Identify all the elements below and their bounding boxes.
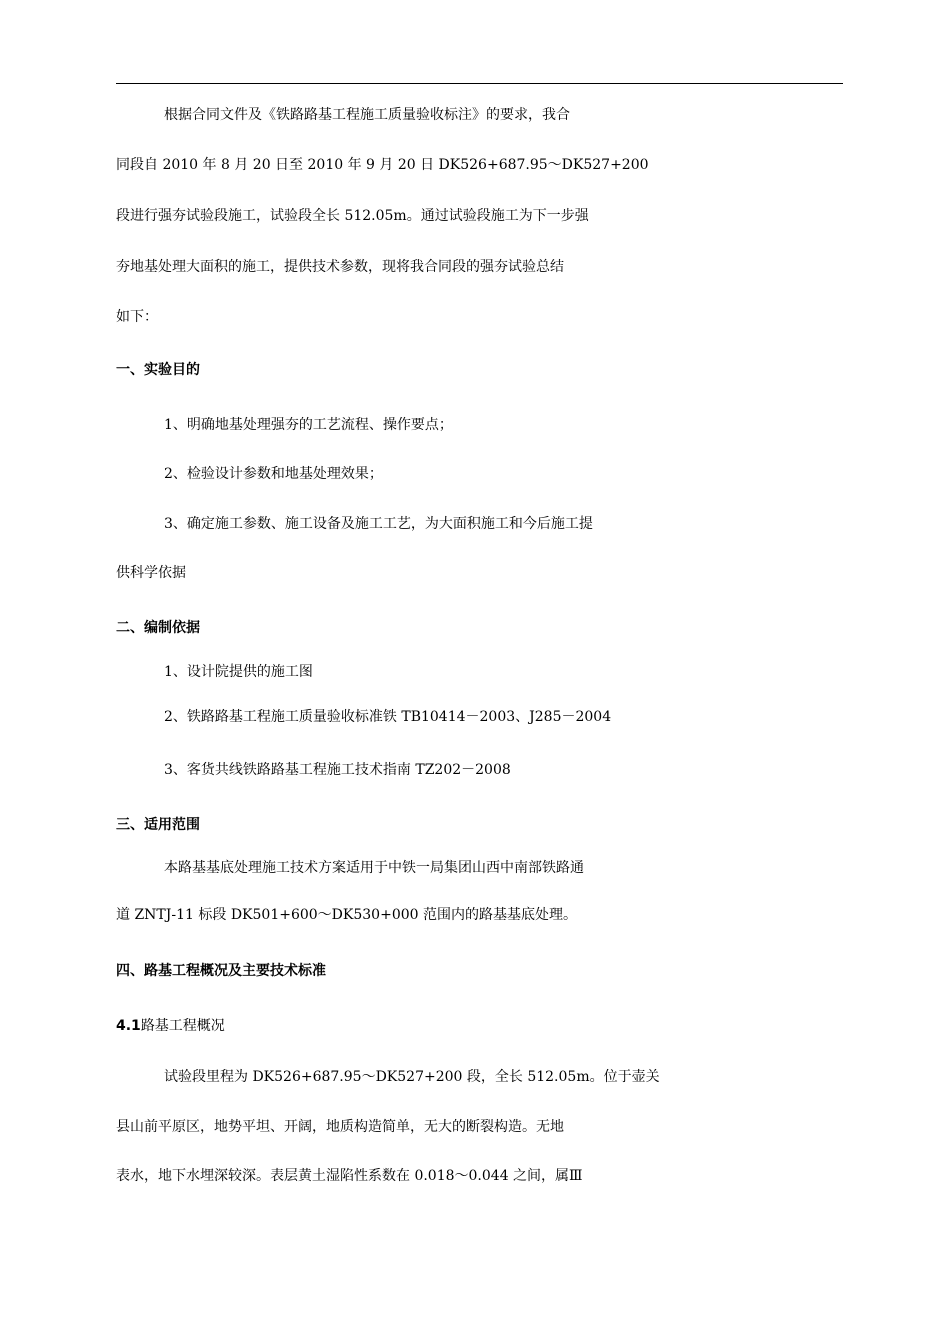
section-3-para-line-1: 本路基基底处理施工技术方案适用于中铁一局集团山西中南部铁路通	[164, 860, 584, 876]
intro-line-2: 同段自 2010 年 8 月 20 日至 2010 年 9 月 20 日 DK526+687.95～DK527+200	[116, 157, 649, 173]
intro-line-4: 夯地基处理大面积的施工，提供技术参数，现将我合同段的强夯试验总结	[116, 259, 564, 275]
section-1-item-1: 1、明确地基处理强夯的工艺流程、操作要点；	[164, 417, 453, 433]
intro-line-1: 根据合同文件及《铁路路基工程施工质量验收标注》的要求，我合	[164, 107, 570, 123]
section-4-para-line-1: 试验段里程为 DK526+687.95～DK527+200 段，全长 512.05m。位于壶关	[164, 1069, 660, 1085]
section-2-item-2: 2、铁路路基工程施工质量验收标准铁 TB10414－2003、J285－2004	[164, 709, 612, 725]
section-1-item-3-cont: 供科学依据	[116, 565, 186, 581]
intro-line-5: 如下：	[116, 309, 158, 325]
section-4-1-title: 路基工程概况	[140, 1018, 225, 1034]
section-1-item-3: 3、确定施工参数、施工设备及施工工艺，为大面积施工和今后施工提	[164, 516, 593, 532]
intro-line-3: 段进行强夯试验段施工，试验段全长 512.05m。通过试验段施工为下一步强	[116, 208, 589, 224]
section-2-heading: 二、编制依据	[116, 620, 200, 636]
section-2-item-3: 3、客货共线铁路路基工程施工技术指南 TZ202－2008	[164, 762, 511, 778]
section-4-heading: 四、路基工程概况及主要技术标准	[116, 963, 326, 979]
section-2-item-1: 1、设计院提供的施工图	[164, 664, 313, 680]
section-1-heading: 一、实验目的	[116, 362, 200, 378]
section-3-heading: 三、适用范围	[116, 817, 200, 833]
section-4-para-line-2: 县山前平原区，地势平坦、开阔，地质构造简单，无大的断裂构造。无地	[116, 1119, 564, 1135]
section-4-1-number: 4.1	[116, 1018, 141, 1034]
section-1-item-2: 2、检验设计参数和地基处理效果；	[164, 466, 383, 482]
header-rule	[116, 83, 843, 84]
section-4-para-line-3: 表水，地下水埋深较深。表层黄土湿陷性系数在 0.018～0.044 之间，属Ⅲ	[116, 1168, 583, 1184]
section-3-para-line-2: 道 ZNTJ-11 标段 DK501+600～DK530+000 范围内的路基基底处理。	[116, 907, 577, 923]
section-4-1-heading	[116, 1011, 851, 1041]
